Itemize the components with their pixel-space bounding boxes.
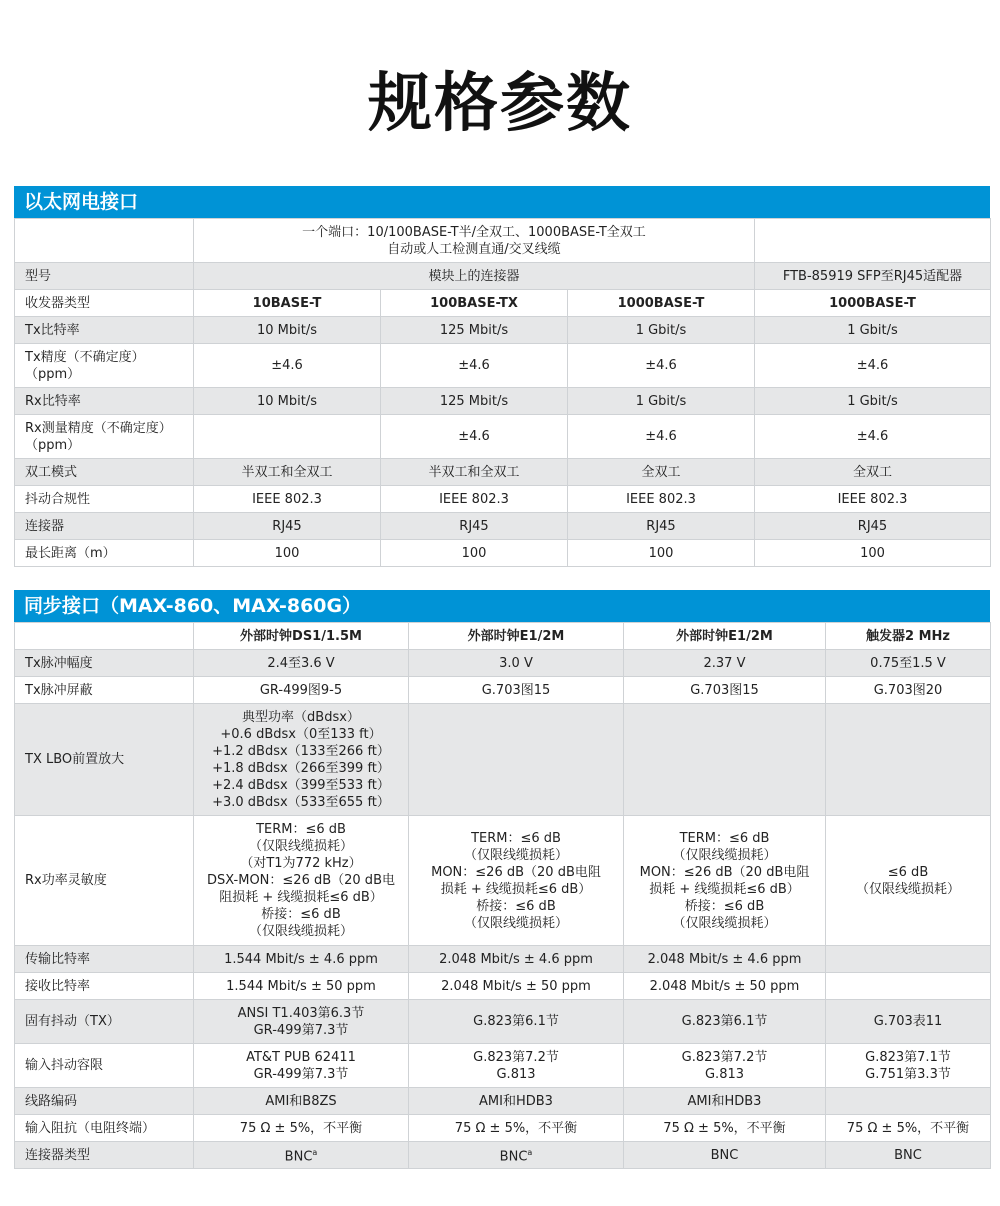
cell-value: 100: [274, 545, 300, 561]
cell-value: AT&T PUB 62411 GR-499第7.3节: [246, 1049, 356, 1082]
table-cell: [409, 1088, 624, 1115]
table-cell: [194, 540, 381, 567]
cell-value: G.703图15: [690, 682, 759, 698]
table-cell: [624, 677, 826, 704]
table-row: [15, 513, 991, 540]
table-cell: [624, 704, 826, 816]
table-cell: [381, 459, 568, 486]
table-cell: [409, 677, 624, 704]
table-cell: [624, 946, 826, 973]
column-header: 外部时钟E1/2M: [624, 623, 826, 650]
table-cell: [381, 540, 568, 567]
table-row: [15, 344, 991, 388]
table-cell: [194, 704, 409, 816]
table-cell: [755, 513, 991, 540]
table-row: [15, 1115, 991, 1142]
table-cell: [568, 540, 755, 567]
cell-value: IEEE 802.3: [626, 491, 696, 507]
table-cell: [568, 415, 755, 459]
cell-value: 半双工和全双工: [241, 464, 333, 480]
table-cell: [15, 219, 194, 263]
table-cell: [755, 388, 991, 415]
cell-value: ±4.6: [271, 358, 303, 373]
cell-value: ≤6 dB （仅限线缆损耗）: [855, 864, 960, 897]
table-cell: [568, 388, 755, 415]
table-cell: [15, 623, 194, 650]
row-label: Rx功率灵敏度: [15, 816, 194, 946]
table-cell: [409, 1000, 624, 1044]
cell-value: 典型功率（dBdsx） +0.6 dBdsx（0至133 ft） +1.2 dBdsx（133至266 ft） +1.8 dBdsx（266至399 ft） +2.4 dBdsx（399至533 ft） +3.0 dBdsx（533至655 ft）: [212, 709, 390, 810]
table-cell: [568, 459, 755, 486]
ethernet-spec-table: [14, 218, 991, 567]
row-label: TX LBO前置放大: [15, 704, 194, 816]
table-cell: [568, 486, 755, 513]
cell-value: G.823第7.2节 G.813: [473, 1049, 559, 1082]
row-label: 收发器类型: [15, 290, 194, 317]
row-label: Tx比特率: [15, 317, 194, 344]
cell-value: G.823第7.2节 G.813: [681, 1049, 768, 1082]
table-cell: [194, 1115, 409, 1142]
row-label: Rx测量精度（不确定度） （ppm）: [15, 415, 194, 459]
row-label: 传输比特率: [15, 946, 194, 973]
cell-value: RJ45: [272, 518, 302, 534]
table-cell: [568, 317, 755, 344]
table-cell: [624, 1088, 826, 1115]
cell-value: ANSI T1.403第6.3节 GR-499第7.3节: [237, 1005, 365, 1038]
row-label: 线路编码: [15, 1088, 194, 1115]
table-cell: [826, 650, 991, 677]
table-cell: [409, 650, 624, 677]
cell-value: 100: [461, 545, 487, 561]
table-cell: [624, 1044, 826, 1088]
cell-value: BNC: [894, 1147, 922, 1163]
table-row: [15, 1142, 991, 1169]
table-cell: [826, 1142, 991, 1169]
cell-value: BNC: [710, 1147, 739, 1163]
cell-value: 半双工和全双工: [428, 464, 520, 480]
cell-value: RJ45: [646, 518, 676, 534]
table-row: [15, 704, 991, 816]
cell-value: ±4.6: [458, 358, 490, 373]
table-cell: [194, 946, 409, 973]
cell-value: 75 Ω ± 5%，不平衡: [239, 1120, 363, 1136]
table-cell: [194, 1044, 409, 1088]
cell-value: 125 Mbit/s: [439, 322, 509, 338]
table-row: [15, 219, 991, 263]
ethernet-section-title: 以太网电接口: [14, 186, 990, 218]
table-cell: [381, 415, 568, 459]
table-cell: [409, 1115, 624, 1142]
column-header: 外部时钟DS1/1.5M: [194, 623, 409, 650]
row-label: 最长距离（m）: [15, 540, 194, 567]
table-cell: [755, 486, 991, 513]
cell-value: 1 Gbit/s: [635, 322, 687, 338]
table-cell: [624, 1000, 826, 1044]
table-row: [15, 1088, 991, 1115]
cell-value: IEEE 802.3: [252, 491, 322, 507]
cell-value: G.823第7.1节 G.751第3.3节: [865, 1049, 951, 1082]
cell-value: 1000BASE-T: [617, 295, 705, 311]
table-row: [15, 1044, 991, 1088]
row-label: 抖动合规性: [15, 486, 194, 513]
cell-value: ±4.6: [458, 429, 490, 444]
row-label: 输入抖动容限: [15, 1044, 194, 1088]
table-cell: [381, 513, 568, 540]
table-row: [15, 946, 991, 973]
table-row: [15, 388, 991, 415]
table-row: [15, 973, 991, 1000]
table-cell: [194, 388, 381, 415]
cell-value: 1000BASE-T: [829, 295, 916, 311]
table-cell: [381, 317, 568, 344]
table-cell: [194, 415, 381, 459]
table-cell: [755, 540, 991, 567]
table-cell: [194, 459, 381, 486]
cell-value: 125 Mbit/s: [439, 393, 509, 409]
cell-value: AMI和B8ZS: [265, 1093, 337, 1109]
table-cell: [194, 317, 381, 344]
cell-value: 2.048 Mbit/s ± 4.6 ppm: [647, 951, 802, 967]
table-cell: 模块上的连接器: [194, 263, 755, 290]
ethernet-intro: 一个端口：10/100BASE-T半/全双工、1000BASE-T全双工 自动或人工检测直通/交叉线缆: [194, 219, 755, 263]
cell-value: AMI和HDB3: [687, 1093, 762, 1109]
table-cell: [409, 816, 624, 946]
table-cell: [755, 415, 991, 459]
cell-value: BNC: [284, 1149, 313, 1165]
table-cell: [409, 704, 624, 816]
table-row: [15, 486, 991, 513]
table-row: [15, 816, 991, 946]
table-cell: [755, 459, 991, 486]
table-row: [15, 677, 991, 704]
row-label: Tx脉冲屏蔽: [15, 677, 194, 704]
cell-value: TERM：≤6 dB （仅限线缆损耗） （对T1为772 kHz） DSX-MON：≤26 dB（20 dB电 阻损耗 + 线缆损耗≤6 dB） 桥接：≤6 dB （仅限线缆损耗）: [207, 822, 395, 939]
cell-value: 100: [648, 545, 674, 561]
table-cell: [826, 1000, 991, 1044]
table-row: [15, 415, 991, 459]
row-label: Tx精度（不确定度） （ppm）: [15, 344, 194, 388]
table-row: [15, 317, 991, 344]
cell-value: 100: [860, 545, 885, 561]
table-row: [15, 290, 991, 317]
row-label: 连接器: [15, 513, 194, 540]
cell-value: G.823第6.1节: [681, 1014, 768, 1029]
cell-value: 1.544 Mbit/s ± 4.6 ppm: [224, 951, 378, 967]
table-cell: [194, 1142, 409, 1169]
table-cell: [826, 816, 991, 946]
cell-value: TERM：≤6 dB （仅限线缆损耗） MON：≤26 dB（20 dB电阻 损耗 + 线缆损耗≤6 dB） 桥接：≤6 dB （仅限线缆损耗）: [431, 830, 601, 931]
cell-value: 10BASE-T: [252, 295, 322, 311]
table-cell: [826, 946, 991, 973]
table-cell: [194, 816, 409, 946]
cell-value: G.703图15: [481, 682, 551, 698]
sync-section: [14, 590, 990, 1169]
table-cell: [409, 973, 624, 1000]
table-cell: [624, 1115, 826, 1142]
cell-value: 75 Ω ± 5%，不平衡: [454, 1120, 578, 1136]
cell-value: 1 Gbit/s: [635, 393, 687, 409]
column-header: 外部时钟E1/2M: [409, 623, 624, 650]
sync-section-title: 同步接口（MAX-860、MAX-860G）: [14, 590, 990, 622]
cell-value: 10 Mbit/s: [256, 322, 317, 338]
row-label: Tx脉冲幅度: [15, 650, 194, 677]
table-cell: [194, 513, 381, 540]
table-cell: [826, 1115, 991, 1142]
cell-value: BNC: [499, 1149, 528, 1165]
table-cell: [194, 1000, 409, 1044]
cell-value: 全双工: [852, 464, 892, 480]
cell-value: 75 Ω ± 5%，不平衡: [846, 1120, 970, 1136]
cell-value: 全双工: [641, 464, 681, 480]
table-cell: [381, 290, 568, 317]
row-label: 双工模式: [15, 459, 194, 486]
row-label: 输入阻抗（电阻终端）: [15, 1115, 194, 1142]
cell-value: G.823第6.1节: [473, 1014, 559, 1029]
table-cell: [826, 1088, 991, 1115]
cell-value: G.703表11: [873, 1014, 943, 1029]
cell-value: 0.75至1.5 V: [870, 655, 946, 671]
cell-value: G.703图20: [873, 682, 943, 698]
cell-value: 3.0 V: [499, 655, 533, 671]
table-cell: [194, 677, 409, 704]
table-cell: [409, 1142, 624, 1169]
cell-value: 1 Gbit/s: [847, 322, 898, 338]
table-cell: [826, 704, 991, 816]
cell-value: 2.048 Mbit/s ± 4.6 ppm: [439, 951, 593, 967]
table-cell: [755, 290, 991, 317]
table-cell: [194, 650, 409, 677]
table-cell: [381, 344, 568, 388]
cell-value: 1.544 Mbit/s ± 50 ppm: [226, 978, 376, 994]
cell-value: 100BASE-TX: [430, 295, 518, 311]
table-cell: [624, 1142, 826, 1169]
table-cell: [409, 1044, 624, 1088]
cell-value: 1 Gbit/s: [847, 393, 898, 409]
cell-value: ±4.6: [856, 358, 889, 373]
table-cell: [194, 344, 381, 388]
table-row: [15, 540, 991, 567]
row-label: 固有抖动（TX）: [15, 1000, 194, 1044]
table-cell: [381, 486, 568, 513]
table-cell: [194, 486, 381, 513]
table-cell: [755, 219, 991, 263]
cell-value: 75 Ω ± 5%，不平衡: [663, 1120, 786, 1136]
table-cell: [568, 513, 755, 540]
cell-value: RJ45: [459, 518, 489, 534]
cell-value: AMI和HDB3: [479, 1093, 553, 1109]
table-cell: [194, 973, 409, 1000]
cell-value: IEEE 802.3: [837, 491, 908, 507]
table-cell: [194, 1088, 409, 1115]
table-header-row: [15, 623, 991, 650]
cell-value: ±4.6: [856, 429, 889, 444]
table-cell: [381, 388, 568, 415]
cell-value: IEEE 802.3: [439, 491, 509, 507]
table-cell: [755, 317, 991, 344]
page-title: 规格参数: [368, 67, 632, 141]
table-row: [15, 263, 991, 290]
footnote-marker: a: [312, 1148, 318, 1158]
cell-value: 10 Mbit/s: [256, 393, 317, 409]
table-row: [15, 650, 991, 677]
table-cell: FTB-85919 SFP至RJ45适配器: [755, 263, 991, 290]
table-cell: [568, 344, 755, 388]
row-label: Rx比特率: [15, 388, 194, 415]
table-cell: [409, 946, 624, 973]
cell-value: 2.048 Mbit/s ± 50 ppm: [649, 978, 800, 994]
row-label: 型号: [15, 263, 194, 290]
table-cell: [826, 1044, 991, 1088]
table-cell: [568, 290, 755, 317]
column-header: 触发器2 MHz: [826, 623, 991, 650]
cell-value: ±4.6: [645, 429, 677, 444]
cell-value: RJ45: [857, 518, 888, 534]
sync-spec-table: [14, 622, 991, 1169]
table-cell: [624, 650, 826, 677]
row-label: 接收比特率: [15, 973, 194, 1000]
cell-value: TERM：≤6 dB （仅限线缆损耗） MON：≤26 dB（20 dB电阻 损耗 + 线缆损耗≤6 dB） 桥接：≤6 dB （仅限线缆损耗）: [639, 830, 810, 931]
table-cell: [755, 344, 991, 388]
table-row: [15, 1000, 991, 1044]
cell-value: 2.37 V: [703, 655, 746, 671]
table-row: [15, 459, 991, 486]
table-cell: [826, 973, 991, 1000]
cell-value: 2.048 Mbit/s ± 50 ppm: [441, 978, 591, 994]
cell-value: GR-499图9-5: [259, 682, 343, 698]
ethernet-section: [14, 186, 990, 567]
table-cell: [826, 677, 991, 704]
row-label: 连接器类型: [15, 1142, 194, 1169]
table-cell: [624, 973, 826, 1000]
table-cell: [194, 290, 381, 317]
cell-value: ±4.6: [645, 358, 677, 373]
cell-value: 2.4至3.6 V: [267, 655, 335, 671]
table-cell: [624, 816, 826, 946]
footnote-marker: a: [527, 1148, 533, 1158]
